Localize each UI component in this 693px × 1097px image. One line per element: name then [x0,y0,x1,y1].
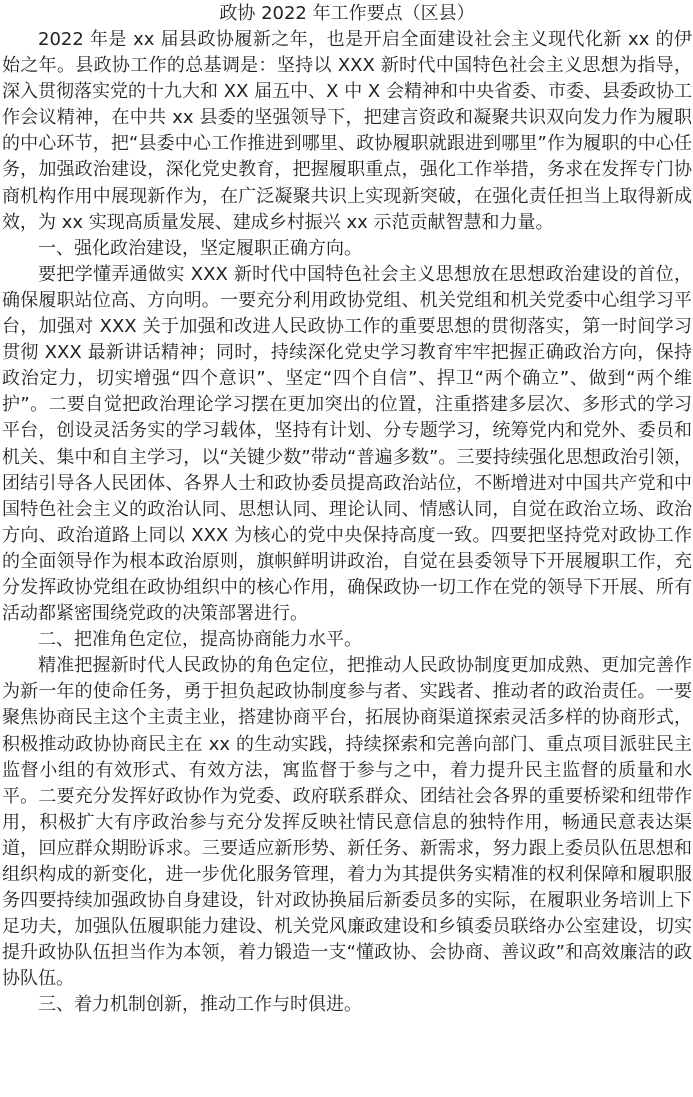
section-heading-3: 三、着力机制创新，推动工作与时俱进。 [38,994,362,1016]
intro-paragraph: 2022 年是 xx 届县政协履新之年，也是开启全面建设社会主义现代化新 xx 的伊始之年。县政协工作的总基调是：坚持以 XXX 新时代中国特色社会主义思想为指导，深入贯彻落实党的十九大和 XX 届五中、X 中 X 会精神和中央省委、市委、县委政协工作会议精神，在中共 xx 县委的坚强领导下，把建言资政和凝聚共识双向发力作为履职的中心环节，把“县委中心工作推进到哪里、政协履职就跟进到哪里”作为履职的中心任务，加强政治建设，深化党史教育，把握履职重点，强化工作举措，务求在发挥专门协商机构作用中展现新作为，在广泛凝聚共识上实现新突破，在强化责任担当上取得新成效，为 xx 实现高质量发展、建成乡村振兴 xx 示范贡献智慧和力量。 [2,29,692,233]
section-heading-1: 一、强化政治建设，坚定履职正确方向。 [38,237,362,259]
section-body-1: 要把学懂弄通做实 XXX 新时代中国特色社会主义思想放在思想政治建设的首位，确保履职站位高、方向明。一要充分利用政协党组、机关党组和机关党委中心组学习平台，加强对 XXX 关于加强和改进人民政协工作的重要思想的贯彻落实，第一时间学习贯彻 XXX 最新讲话精神；同时，持续深化党史学习教育牢牢把握正确政治方向，保持政治定力，切实增强“四个意识”、坚定“四个自信”、捍卫“两个确立”、做到“两个维护”。二要自觉把政治理论学习摆在更加突出的位置，注重搭建多层次、多形式的学习平台，创设灵活务实的学习载体，坚持有计划、分专题学习，统筹党内和党外、委员和机关、集中和自主学习，以“关键少数”带动“普遍多数”。三要持续强化思想政治引领，团结引导各人民团体、各界人士和政协委员提高政治站位，不断增进对中国共产党和中国特色社会主义的政治认同、思想认同、理论认同、情感认同，自觉在政治立场、政治方向、政治道路上同以 XXX 为核心的党中央保持高度一致。四要把坚持党对政协工作的全面领导作为根本政治原则，旗帜鲜明讲政治，自觉在县委领导下开展履职工作，充分发挥政协党组在政协组织中的核心作用，确保政协一切工作在党的领导下开展、所有活动都紧密围绕党政的决策部署进行。 [2,263,692,625]
document-title: 政协 2022 年工作要点（区县） [219,3,475,24]
document [2,0,692,1019]
section-body-2: 精准把握新时代人民政协的角色定位，把推动人民政协制度更加成熟、更加完善作为新一年的使命任务，勇于担负起政协制度参与者、实践者、推动者的政治责任。一要聚焦协商民主这个主责主业，搭建协商平台，拓展协商渠道探索灵活多样的协商形式，积极推动政协协商民主在 xx 的生动实践，持续探索和完善向部门、重点项目派驻民主监督小组的有效形式、有效方法，寓监督于参与之中，着力提升民主监督的质量和水平。二要充分发挥好政协作为党委、政府联系群众、团结社会各界的重要桥梁和纽带作用，积极扩大有序政治参与充分发挥反映社情民意信息的独特作用，畅通民意表达渠道，回应群众期盼诉求。三要适应新形势、新任务、新需求，努力跟上委员队伍思想和组织构成的新变化，进一步优化服务管理，着力为其提供务实精准的权利保障和履职服务四要持续加强政协自身建设，针对政协换届后新委员多的实际，在履职业务培训上下足功夫，加强队伍履职能力建设、机关党风廉政建设和乡镇委员联络办公室建设，切实提升政协队伍担当作为本领，着力锻造一支“懂政协、会协商、善议政”和高效廉洁的政协队伍。 [2,655,692,990]
section-heading-2: 二、把准角色定位，提高协商能力水平。 [38,629,362,651]
